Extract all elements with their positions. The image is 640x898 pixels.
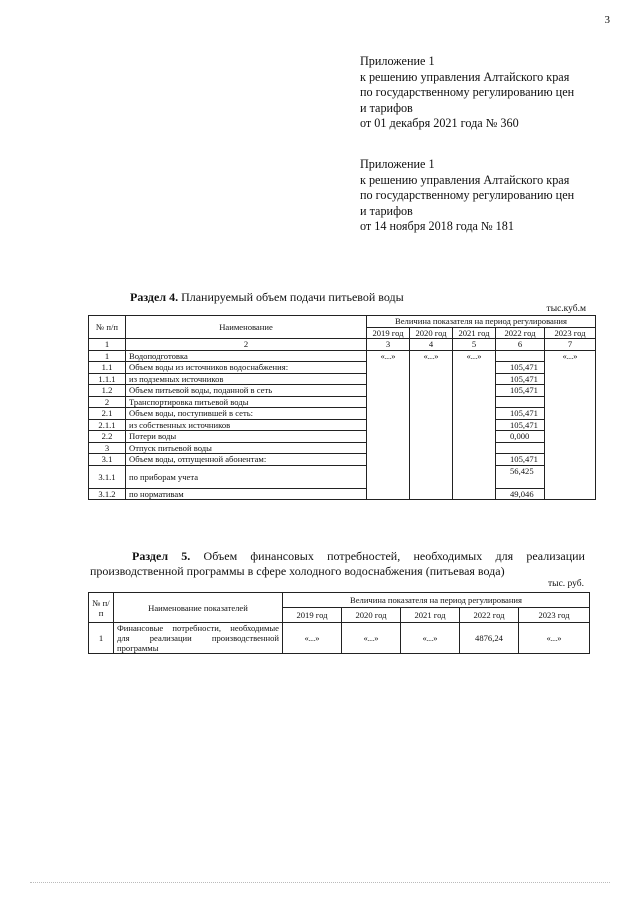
row-num: 1.2 [89,385,126,397]
row-name: Транспортировка питьевой воды [126,396,367,408]
header-year: 2021 год [453,327,496,339]
row-name: из собственных источников [126,419,367,431]
table-row [89,373,596,385]
table-row [89,408,596,420]
cell-2023: «...» [519,623,590,654]
row-name: Объем воды из источников водоснабжения: [126,362,367,374]
header-year: 2022 год [460,608,519,623]
header-name: Наименование [126,316,367,339]
section4-title-bold: Раздел 4. [130,290,179,304]
row-num: 2.1 [89,408,126,420]
appendix-line: по государственному регулированию цен [360,188,575,203]
header-year: 2023 год [519,608,590,623]
table-row [89,488,596,500]
footer-divider [30,882,610,883]
header-num: № п/п [89,316,126,339]
column-number: 7 [545,339,596,351]
cell-2022: 105,471 [496,454,545,466]
header-period: Величина показателя на период регулирования [367,316,596,328]
cell-2022: 49,046 [496,488,545,500]
table-row [89,350,596,362]
column-number: 6 [496,339,545,351]
cell-2022: 0,000 [496,431,545,443]
row-num: 2.2 [89,431,126,443]
appendix-line: к решению управления Алтайского края [360,69,570,84]
row-name: Финансовые потребности, необходимые для реализации производственной программы [114,623,283,654]
column-number: 2 [126,339,367,351]
section4-unit: тыс.куб.м [546,304,586,314]
cell-2022 [496,350,545,362]
section4-table [88,315,596,500]
row-name: Объем питьевой воды, поданной в сеть [126,385,367,397]
cell-2022: 105,471 [496,419,545,431]
cell-2021: «...» [453,350,496,500]
row-name: Объем воды, поступившей в сеть: [126,408,367,420]
row-num: 2 [89,396,126,408]
header-year: 2023 год [545,327,596,339]
row-name: из подземных источников [126,373,367,385]
section5-title-text: Объем финансовых потребностей, необходимых для реализации [190,549,585,563]
table-row [89,396,596,408]
table-row [89,465,596,488]
appendix-line: от 14 ноября 2018 года № 181 [360,219,514,234]
appendix-line: и тарифов [360,100,413,115]
page-number: 3 [604,14,610,26]
appendix-block-current [360,54,574,132]
cell-2022 [496,442,545,454]
row-num: 3.1.1 [89,465,126,488]
appendix-line: по государственному регулированию цен [360,85,575,100]
row-name: по приборам учета [126,465,367,488]
cell-2022: 4876,24 [460,623,519,654]
table-row [89,385,596,397]
section5-table [88,592,590,654]
section5-title-line2: производственной программы в сфере холодного водоснабжения (питьевая вода) [90,564,505,578]
cell-2023: «...» [545,350,596,500]
table-row [89,419,596,431]
cell-2021: «...» [401,623,460,654]
appendix-block-original [360,157,574,235]
cell-2022 [496,396,545,408]
header-num: № п/п [89,593,114,623]
row-name: по нормативам [126,488,367,500]
cell-2020: «...» [410,350,453,500]
row-num: 1 [89,350,126,362]
section5-title [90,549,585,579]
section5-unit: тыс. руб. [548,579,584,589]
row-num: 3 [89,442,126,454]
appendix-line: Приложение 1 [360,157,435,171]
header-year: 2019 год [283,608,342,623]
section5-title-bold: Раздел 5. [132,549,191,563]
table-row [89,623,590,654]
row-num: 2.1.1 [89,419,126,431]
row-name: Объем воды, отпущенной абонентам: [126,454,367,466]
section4-title [130,290,404,305]
section4-title-text: Планируемый объем подачи питьевой воды [178,290,404,304]
cell-2022: 105,471 [496,385,545,397]
column-number: 3 [367,339,410,351]
header-year: 2022 год [496,327,545,339]
row-name: Потери воды [126,431,367,443]
cell-2019: «...» [283,623,342,654]
cell-2022: 105,471 [496,408,545,420]
header-year: 2020 год [342,608,401,623]
table-row [89,454,596,466]
row-num: 3.1.2 [89,488,126,500]
appendix-line: Приложение 1 [360,54,435,68]
header-period: Величина показателя на период регулирования [283,593,590,608]
row-num: 3.1 [89,454,126,466]
cell-2022: 56,425 [496,465,545,488]
row-num: 1 [89,623,114,654]
appendix-line: к решению управления Алтайского края [360,172,570,187]
table-row [89,442,596,454]
section5-title-line1 [90,549,585,564]
cell-2020: «...» [342,623,401,654]
header-year: 2020 год [410,327,453,339]
cell-2022: 105,471 [496,373,545,385]
row-num: 1.1 [89,362,126,374]
header-year: 2021 год [401,608,460,623]
row-num: 1.1.1 [89,373,126,385]
appendix-line: от 01 декабря 2021 года № 360 [360,116,519,131]
row-name: Водоподготовка [126,350,367,362]
appendix-line: и тарифов [360,203,413,218]
column-number: 5 [453,339,496,351]
table-row [89,362,596,374]
column-number: 1 [89,339,126,351]
cell-2019: «...» [367,350,410,500]
table-row [89,431,596,443]
header-year: 2019 год [367,327,410,339]
row-name: Отпуск питьевой воды [126,442,367,454]
column-number: 4 [410,339,453,351]
cell-2022: 105,471 [496,362,545,374]
header-name: Наименование показателей [114,593,283,623]
